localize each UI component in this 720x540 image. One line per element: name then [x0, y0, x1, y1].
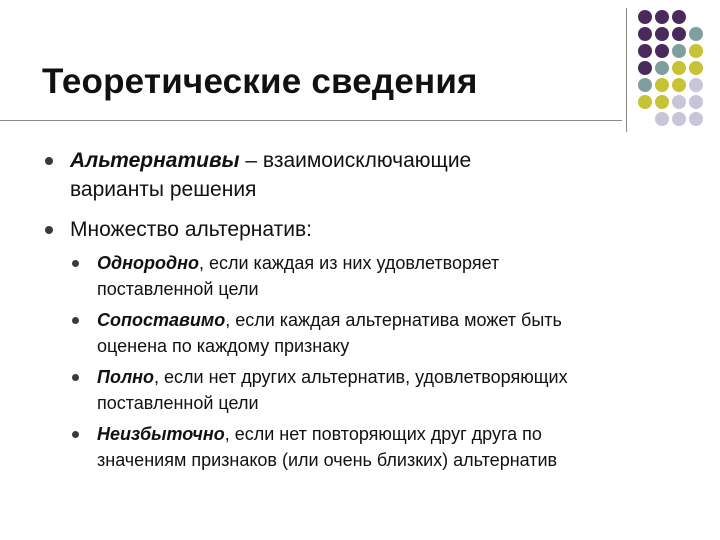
decorative-dot [655, 112, 669, 126]
definition-nonredundant: , если нет повторяющих друг друга по [224, 424, 542, 444]
decorative-dot [672, 44, 686, 58]
subitem-complete-cont: поставленной цели [97, 393, 259, 413]
decorative-dot [655, 95, 669, 109]
sub-bullet-icon [72, 260, 79, 267]
decorative-dot [655, 27, 669, 41]
decorative-dot [655, 44, 669, 58]
bullet-icon [45, 157, 53, 165]
decorative-dot [638, 95, 652, 109]
sub-bullet-icon [72, 431, 79, 438]
decorative-dot [638, 78, 652, 92]
term-comparable: Сопоставимо [97, 310, 226, 330]
decorative-dot [689, 27, 703, 41]
decorative-dot [672, 112, 686, 126]
decorative-dot [638, 61, 652, 75]
sub-bullet-icon [72, 317, 79, 324]
decorative-dot [672, 10, 686, 24]
decorative-dot [689, 61, 703, 75]
subitem-nonredundant [97, 421, 542, 447]
decorative-dot [655, 78, 669, 92]
term-nonredundant: Неизбыточно [97, 424, 225, 444]
term-alternatives: Альтернативы [70, 149, 240, 172]
subitem-nonredundant-cont: значениям признаков (или очень близких) альтернатив [97, 450, 558, 470]
decorative-dot [689, 112, 703, 126]
decorative-dot [638, 27, 652, 41]
decorative-dot [638, 10, 652, 24]
decorative-dot [689, 95, 703, 109]
bullet-icon [45, 226, 53, 234]
decorative-dot [689, 44, 703, 58]
subitem-complete [97, 364, 568, 390]
subitem-comparable [97, 307, 562, 333]
sub-bullet-icon [72, 374, 79, 381]
decorative-dot [672, 95, 686, 109]
term-complete: Полно [97, 367, 155, 387]
definition-complete: , если нет других альтернатив, удовлетворяющих [154, 367, 568, 387]
definition-comparable: , если каждая альтернатива может быть [225, 310, 562, 330]
slide-title: Теоретические сведения [42, 62, 478, 101]
vertical-divider [626, 8, 627, 132]
bullet-item-set: Множество альтернатив: [70, 218, 312, 241]
subitem-homogeneous [97, 250, 499, 276]
bullet-item-alternatives [70, 148, 471, 173]
bullet-item-alternatives-cont: варианты решения [70, 178, 257, 201]
subitem-homogeneous-cont: поставленной цели [97, 279, 259, 299]
decorative-dot [672, 78, 686, 92]
subitem-comparable-cont: оценена по каждому признаку [97, 336, 350, 356]
term-homogeneous: Однородно [97, 253, 199, 273]
title-divider [0, 120, 622, 121]
decorative-dot [638, 44, 652, 58]
decorative-dot [672, 61, 686, 75]
definition-alternatives: – взаимоисключающие [239, 149, 472, 172]
decorative-dot [672, 27, 686, 41]
decorative-dot [689, 78, 703, 92]
decorative-dot [655, 61, 669, 75]
definition-homogeneous: , если каждая из них удовлетворяет [198, 253, 500, 273]
decorative-dot [655, 10, 669, 24]
